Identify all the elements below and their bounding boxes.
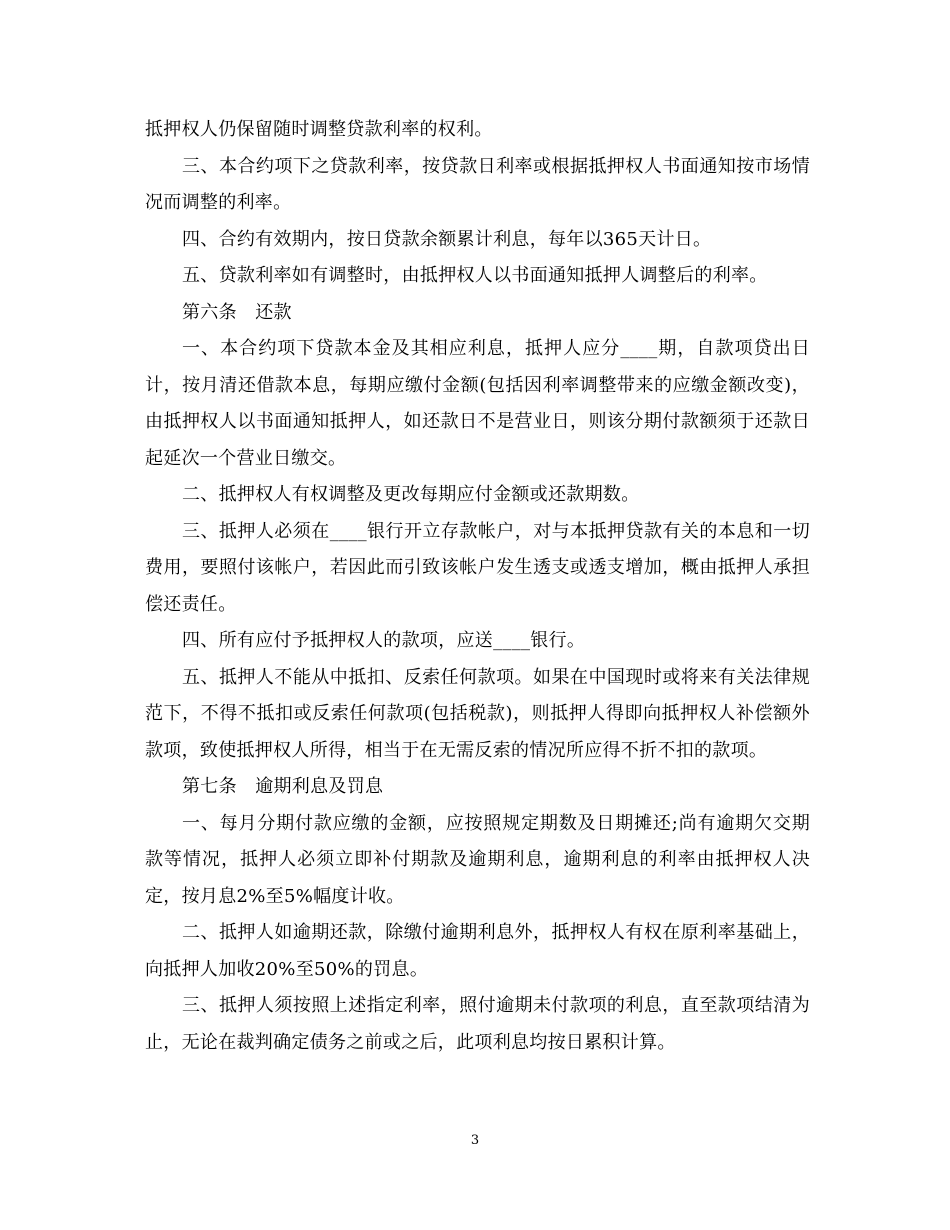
- paragraph-2: 四、合约有效期内，按日贷款余额累计利息，每年以365天计日。: [182, 228, 712, 250]
- paragraph-12: 二、抵押人如逾期还款，除缴付逾期利息外，抵押权人有权在原利率基础上，向抵押人加收20%至50%的罚息。: [145, 922, 810, 980]
- paragraph-0: 抵押权人仍保留随时调整贷款利率的权利。: [145, 119, 493, 140]
- paragraph-11: 一、每月分期付款应缴的金额，应按照规定期数及日期摊还;尚有逾期欠交期款等情况，抵押人必须立即补付期款及逾期利息，逾期利息的利率由抵押权人决定，按月息2%至5%幅度计收。: [145, 812, 810, 907]
- section-heading-article-7: 第七条 逾期利息及罚息: [182, 776, 384, 797]
- section-heading-article-6: 第六条 还款: [182, 301, 292, 323]
- paragraph-5: 一、本合约项下贷款本金及其相应利息，抵押人应分____期，自款项贷出日计，按月清还借款本息，每期应缴付金额(包括因利率调整带来的应缴金额改变)，由抵押权人以书面通知抵押人，如还款日不是营业日，则该分期付款额须于还款日起延次一个营业日缴交。: [145, 338, 810, 469]
- paragraph-8: 四、所有应付予抵押权人的款项，应送____银行。: [182, 630, 586, 651]
- paragraph-13: 三、抵押人须按照上述指定利率，照付逾期未付款项的利息，直至款项结清为止，无论在裁判确定债务之前或之后，此项利息均按日累积计算。: [145, 995, 810, 1053]
- paragraph-1: 三、本合约项下之贷款利率，按贷款日利率或根据抵押权人书面通知按市场情况而调整的利率。: [145, 155, 810, 213]
- document-body: [145, 112, 810, 1061]
- paragraph-3: 五、贷款利率如有调整时，由抵押权人以书面通知抵押人调整后的利率。: [182, 265, 768, 286]
- paragraph-9: 五、抵押人不能从中抵扣、反索任何款项。如果在中国现时或将来有关法律规范下，不得不抵扣或反索任何款项(包括税款)，则抵押人得即向抵押权人补偿额外款项，致使抵押权人所得，相当于在无需反索的情况所应得不折不扣的款项。: [145, 666, 810, 761]
- page-number: 3: [470, 1133, 480, 1148]
- paragraph-7: 三、抵押人必须在____银行开立存款帐户，对与本抵押贷款有关的本息和一切费用，要照付该帐户，若因此而引致该帐户发生透支或透支增加，概由抵押人承担偿还责任。: [145, 520, 810, 615]
- paragraph-6: 二、抵押权人有权调整及更改每期应付金额或还款期数。: [182, 484, 640, 505]
